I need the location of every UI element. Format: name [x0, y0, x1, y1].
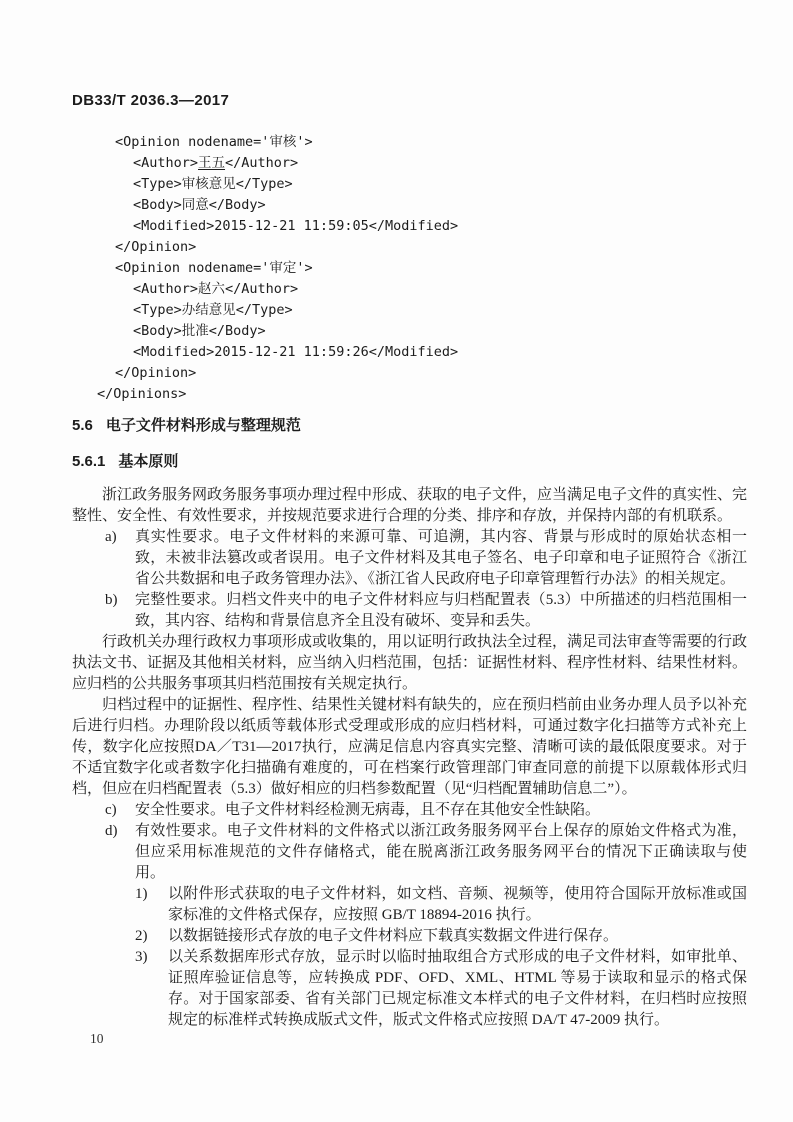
- code-line: <Modified>2015-12-21 11:59:26</Modified>: [133, 344, 459, 360]
- doc-standard-number: DB33/T 2036.3—2017: [72, 92, 230, 109]
- page-content: [72, 92, 747, 1031]
- list-item-text: 以关系数据库形式存放，显示时以临时抽取组合方式形成的电子文件材料，如审批单、证照库验证信息等，应转换成 PDF、OFD、XML、HTML 等易于读取和显示的格式保存。对于国家部委、省有关部门已规定标准文本样式的电子文件材料，在归档时应按照规定的标准样式转换成版式文件，版式文件格式应按照 DA/T 47-2009 执行。: [168, 949, 747, 1028]
- list-item-text: 以附件形式获取的电子文件材料，如文档、音频、视频等，使用符合国际开放标准或国家标准的文件格式保存，应按照 GB/T 18894-2016 执行。: [168, 886, 747, 923]
- list-marker: b): [105, 592, 118, 608]
- section-heading-5.6: [72, 415, 747, 436]
- list-item-text: 真实性要求。电子文件材料的来源可靠、可追溯，其内容、背景与形成时的原始状态相一致，未被非法篡改或者误用。电子文件材料及其电子签名、电子印章和电子证照符合《浙江省公共数据和电子政务管理办法》、《浙江省人民政府电子印章管理暂行办法》的相关规定。: [135, 529, 747, 587]
- list-marker: 3): [135, 949, 148, 965]
- heading-title: 基本原则: [118, 453, 179, 470]
- heading-number: 5.6: [72, 417, 93, 434]
- page-number: 10: [90, 1031, 104, 1046]
- list-item-text: 安全性要求。电子文件材料经检测无病毒，且不存在其他安全性缺陷。: [135, 802, 601, 818]
- list-item: [72, 527, 747, 590]
- heading-number: 5.6.1: [72, 453, 106, 470]
- list-item-text: 有效性要求。电子文件材料的文件格式以浙江政务服务网平台上保存的原始文件格式为准，但应采用标准规范的文件存储格式，能在脱离浙江政务服务网平台的情况下正确读取与使用。: [135, 823, 747, 881]
- code-line: <Opinion nodename='审核'>: [115, 134, 313, 150]
- paragraph: 归档过程中的证据性、程序性、结果性关键材料有缺失的，应在预归档前由业务办理人员予以补充后进行归档。办理阶段以纸质等载体形式受理或形成的应归档材料，可通过数字化扫描等方式补充上传，数字化应按照DA／T31—2017执行，应满足信息内容真实完整、清晰可读的最低限度要求。对于不适宜数字化或者数字化扫描确有难度的，可在档案行政管理部门审查同意的前提下以原载体形式归档，但应在归档配置表（5.3）做好相应的归档参数配置（见“归档配置辅助信息二”）。: [72, 697, 748, 797]
- paragraph: 浙江政务服务网政务服务事项办理过程中形成、获取的电子文件，应当满足电子文件的真实性、完整性、安全性、有效性要求，并按规范要求进行合理的分类、排序和存放，并保持内部的有机联系。: [72, 487, 748, 524]
- code-line: <Type>办结意见</Type>: [133, 302, 293, 318]
- code-line: </Opinion>: [115, 365, 197, 381]
- code-line: <Modified>2015-12-21 11:59:05</Modified>: [133, 218, 459, 234]
- code-line: <Opinion nodename='审定'>: [115, 260, 313, 276]
- code-line: <Type>审核意见</Type>: [133, 176, 293, 192]
- list-item: [72, 590, 747, 632]
- code-line: [72, 153, 747, 174]
- code-line: <Body>同意</Body>: [133, 197, 266, 213]
- code-text: </Author>: [225, 155, 299, 171]
- sub-list-item: [72, 947, 747, 1031]
- list-marker: c): [105, 802, 117, 818]
- list-marker: a): [105, 529, 117, 545]
- code-line: <Body>批准</Body>: [133, 323, 266, 339]
- content-flow: [72, 415, 747, 1031]
- code-text: <Author>: [133, 155, 199, 171]
- list-marker: 1): [135, 886, 148, 902]
- section-heading-5.6.1: [72, 451, 747, 472]
- list-item-text: 以数据链接形式存放的电子文件材料应下载真实数据文件进行保存。: [168, 928, 619, 944]
- list-marker: d): [105, 823, 118, 839]
- sub-list-item: [72, 926, 747, 947]
- heading-title: 电子文件材料形成与整理规范: [105, 417, 301, 434]
- code-line: </Opinions>: [97, 386, 187, 402]
- paragraph: 行政机关办理行政权力事项形成或收集的，用以证明行政执法全过程，满足司法审查等需要的行政执法文书、证据及其他相关材料，应当纳入归档范围，包括：证据性材料、程序性材料、结果性材料。应归档的公共服务事项其归档范围按有关规定执行。: [72, 634, 748, 692]
- sub-list-item: [72, 884, 747, 926]
- list-item: [72, 800, 747, 821]
- list-item-text: 完整性要求。归档文件夹中的电子文件材料应与归档配置表（5.3）中所描述的归档范围相一致，其内容、结构和背景信息齐全且没有破坏、变异和丢失。: [135, 592, 747, 629]
- code-block: [72, 132, 747, 405]
- underlined-author-name: 王五: [198, 155, 226, 171]
- list-marker: 2): [135, 928, 148, 944]
- list-item: [72, 821, 747, 884]
- code-line: </Opinion>: [115, 239, 197, 255]
- code-line: <Author>赵六</Author>: [133, 281, 299, 297]
